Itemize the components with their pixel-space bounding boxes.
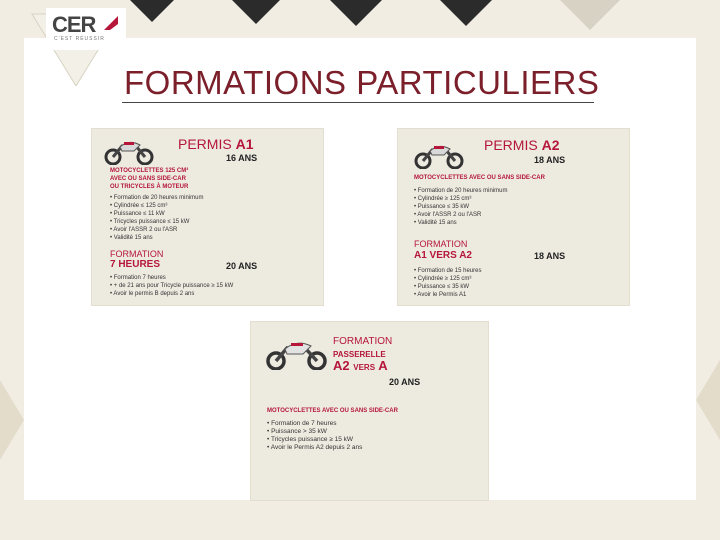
bullet-item: • Tricycles puissance ≤ 15 kW xyxy=(110,219,190,225)
bullet-item: • Avoir le permis B depuis 2 ans xyxy=(110,291,195,297)
bullet-item: • Formation de 20 heures minimum xyxy=(414,188,508,194)
bullet-item: • Validité 15 ans xyxy=(110,235,153,241)
bullet-item: • Puissance > 35 kW xyxy=(267,428,327,435)
title-vers: VERS xyxy=(353,363,376,372)
card-permis-a1 xyxy=(91,128,324,306)
card-a2-formation-label: FORMATION xyxy=(414,239,468,249)
card-a1-formation-age: 20 ANS xyxy=(226,261,258,271)
logo xyxy=(28,0,124,86)
bullet-item: • Cylindrée ≤ 125 cm³ xyxy=(110,203,168,209)
motorcycle-icon xyxy=(104,137,154,165)
bullet-item: • Puissance ≤ 11 kW xyxy=(110,211,165,217)
category-line: MOTOCYCLETTES 125 CM³ xyxy=(110,168,189,174)
bullet-item: • + de 21 ans pour Tricycle puissance ≥ 15 kW xyxy=(110,283,234,289)
bullet-item: • Formation de 20 heures minimum xyxy=(110,195,204,201)
card-a1-title xyxy=(178,136,253,152)
card-a1-formation-label: FORMATION xyxy=(110,249,164,259)
card-passerelle-label: FORMATION xyxy=(333,336,393,347)
motorcycle-icon xyxy=(265,336,329,370)
page-title: FORMATIONS PARTICULIERS xyxy=(124,64,600,101)
card-passerelle-sub: PASSERELLE xyxy=(333,350,386,359)
bullet-item: • Cylindrée ≥ 125 cm³ xyxy=(414,196,472,202)
card-a1-age: 16 ANS xyxy=(226,153,258,163)
card-a1-formation-title: 7 HEURES xyxy=(110,259,161,270)
card-a2-age: 18 ANS xyxy=(534,155,566,165)
logo-check-icon xyxy=(102,14,120,32)
title-underline xyxy=(122,102,594,103)
card-passerelle-bullets xyxy=(267,420,362,452)
card-a2-bullets xyxy=(414,187,507,227)
card-a2-title-main: A2 xyxy=(541,137,560,153)
card-a2-formation-bullets xyxy=(414,267,481,299)
bullet-item: • Validité 15 ans xyxy=(414,220,457,226)
card-passerelle-age: 20 ANS xyxy=(389,377,421,387)
bullet-item: • Puissance ≤ 35 kW xyxy=(414,284,470,290)
category-line: AVEC OU SANS SIDE-CAR xyxy=(110,176,186,182)
card-a1-category xyxy=(110,167,188,191)
bullet-item: • Avoir le Permis A2 depuis 2 ans xyxy=(267,444,363,451)
title-a2: A2 xyxy=(333,358,350,373)
card-passerelle-a2-a xyxy=(250,321,489,501)
logo-tagline: C'EST RÉUSSIR xyxy=(54,36,105,42)
card-a2-formation-title: A1 VERS A2 xyxy=(414,250,472,261)
bullet-item: • Avoir l'ASSR 2 ou l'ASR xyxy=(110,227,178,233)
card-a2-category: MOTOCYCLETTES AVEC OU SANS SIDE-CAR xyxy=(414,175,545,181)
category-line: OU TRICYCLES À MOTEUR xyxy=(110,184,189,190)
bullet-item: • Cylindrée ≥ 125 cm³ xyxy=(414,276,472,282)
card-a2-formation-age: 18 ANS xyxy=(534,251,566,261)
card-a2-title xyxy=(484,137,559,153)
card-a1-bullets xyxy=(110,194,203,242)
card-passerelle-category: MOTOCYCLETTES AVEC OU SANS SIDE-CAR xyxy=(267,408,398,414)
card-permis-a2 xyxy=(397,128,630,306)
bullet-item: • Avoir le Permis A1 xyxy=(414,292,467,298)
card-a1-title-prefix: PERMIS xyxy=(178,136,236,152)
card-a1-title-main: A1 xyxy=(235,136,254,152)
card-a2-title-prefix: PERMIS xyxy=(484,137,542,153)
bullet-item: • Formation 7 heures xyxy=(110,275,166,281)
bullet-item: • Avoir l'ASSR 2 ou l'ASR xyxy=(414,212,482,218)
logo-name: CER xyxy=(52,12,96,37)
card-passerelle-title xyxy=(333,358,388,373)
bullet-item: • Puissance ≤ 35 kW xyxy=(414,204,470,210)
bullet-item: • Formation de 7 heures xyxy=(267,420,337,427)
card-a1-formation-bullets xyxy=(110,274,233,298)
bullet-item: • Formation de 15 heures xyxy=(414,268,482,274)
bullet-item: • Tricycles puissance ≥ 15 kW xyxy=(267,436,354,443)
title-a: A xyxy=(378,358,388,373)
motorcycle-icon xyxy=(414,141,464,169)
